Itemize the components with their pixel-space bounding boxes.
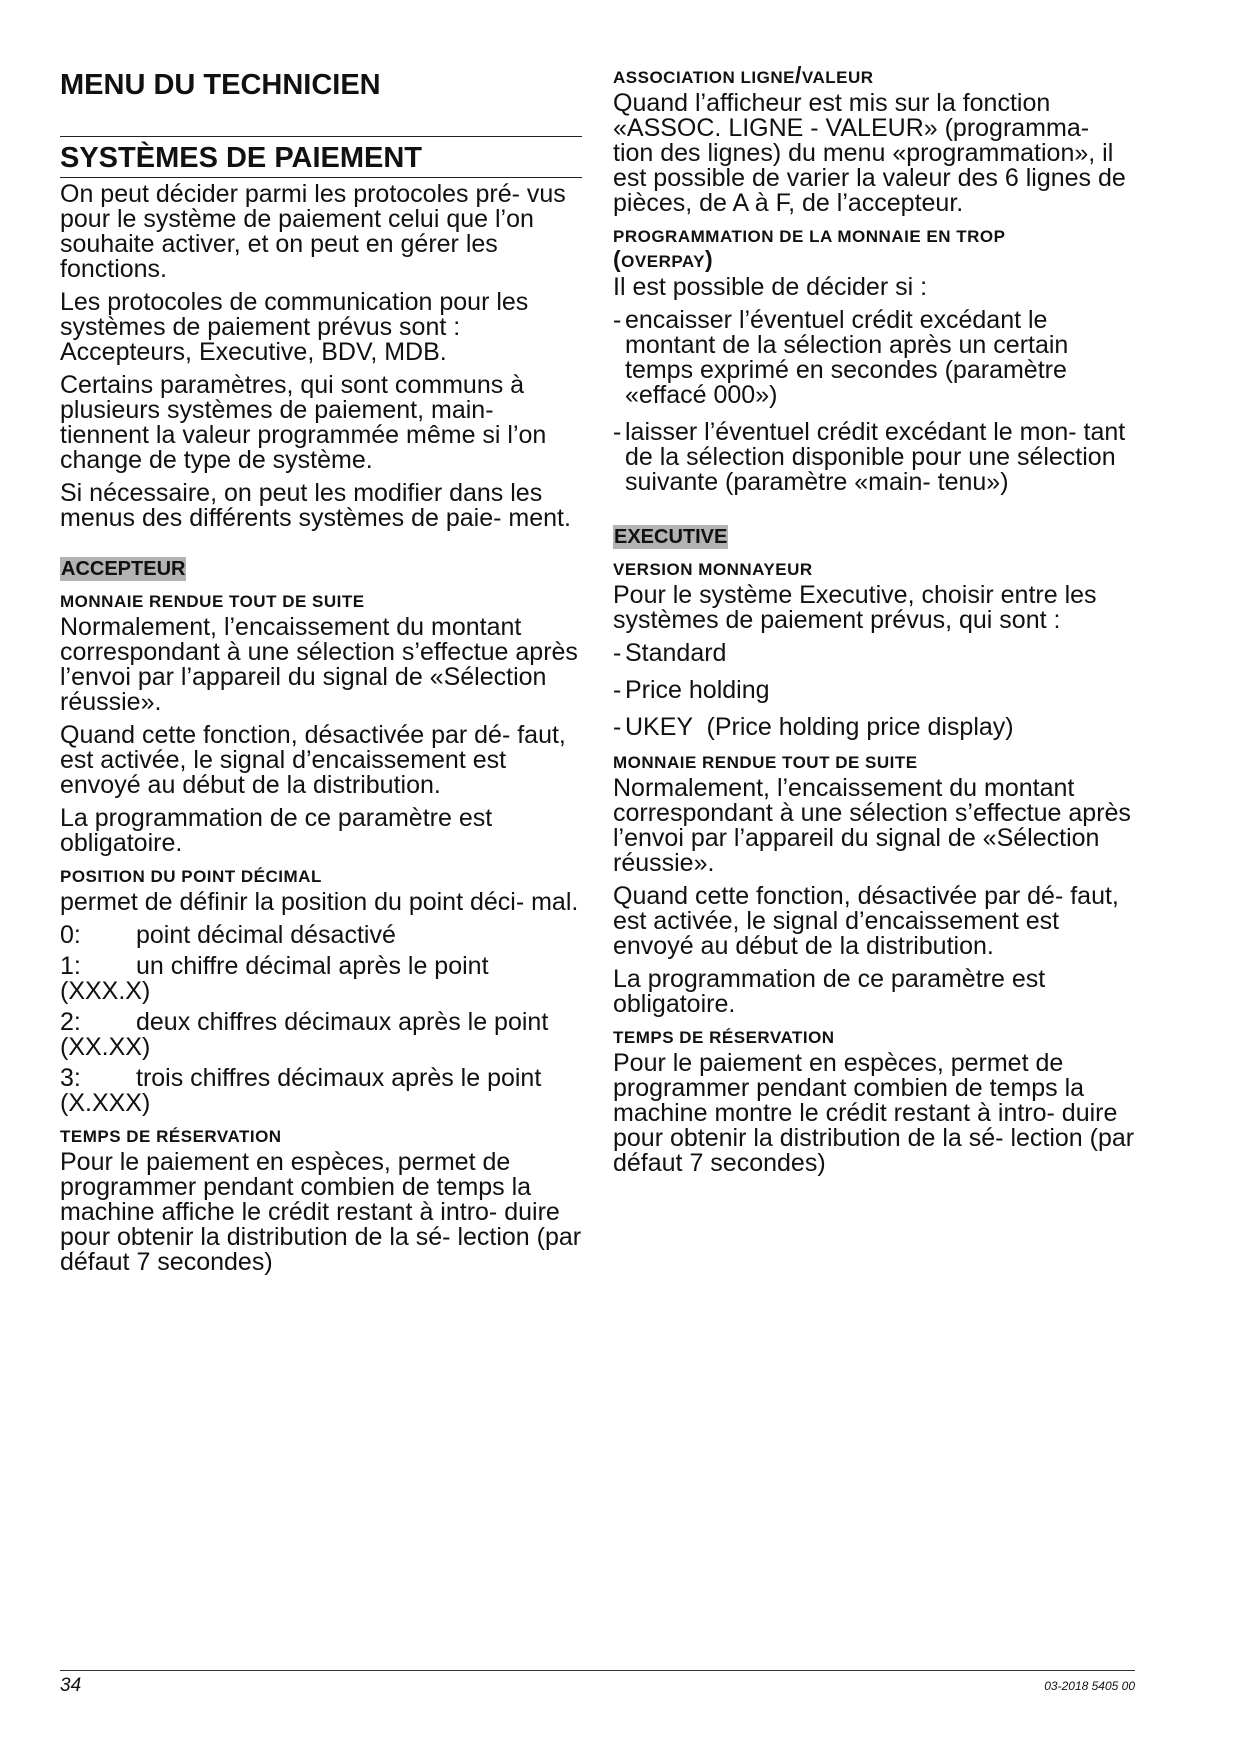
dash-bullet: - [613,306,622,334]
monnaie-rendue-heading: MONNAIE RENDUE TOUT DE SUITE [613,753,918,772]
option-text: un chiffre décimal après le point (XXX.X) [60,952,489,1005]
intro-paragraph: On peut décider parmi les protocoles pré- vus pour le système de paiement celui que l’on souhaite activer, et on peut en gérer les fonctions. [60,180,566,283]
page-number: 34 [60,1675,82,1696]
paragraph: Pour le système Executive, choisir entre les systèmes de paiement prévus, qui sont : [613,581,1097,634]
option-text: trois chiffres décimaux après le point (X.XXX) [60,1064,542,1117]
temps-reservation-heading: TEMPS DE RÉSERVATION [60,1127,282,1146]
option-item [60,1010,582,1060]
intro-paragraph: Certains paramètres, qui sont communs à plusieurs systèmes de paiement, main- tiennent la valeur programmée même si l’on change de type de système. [60,371,547,474]
option-item [60,1066,582,1116]
option-item [60,954,582,1004]
intro-paragraph: Les protocoles de communication pour les systèmes de paiement prévus sont : Accepteurs, Executive, BDV, MDB. [60,288,529,366]
accepteur-label: ACCEPTEUR [61,558,186,580]
left-column [60,64,582,1283]
list-item [613,678,1135,703]
paragraph: Pour le paiement en espèces, permet de programmer pendant combien de temps la machine montre le crédit restant à intro- duire pour obtenir la distribution de la sé- lection (par défaut 7 secondes) [613,1049,1135,1177]
intro-paragraph: Si nécessaire, on peut les modifier dans les menus des différents systèmes de paie- ment. [60,479,571,532]
monnaie-rendue-heading: MONNAIE RENDUE TOUT DE SUITE [60,592,365,611]
dash-bullet: - [613,639,622,667]
paragraph: Normalement, l’encaissement du montant correspondant à une sélection s’effectue après l’envoi par l’appareil du signal de «Sélection réussie». [60,613,578,716]
dash-bullet: - [613,676,622,704]
list-item-text: laisser l’éventuel crédit excédant le mon- tant de la sélection disponible pour une sélection suivante (paramètre «main- tenu») [625,418,1126,496]
list-item [613,308,1135,408]
association-heading-slash: / [794,62,802,88]
section-title: SYSTÈMES DE PAIEMENT [60,136,582,178]
option-number: 1: [60,952,81,980]
list-item-text: encaisser l’éventuel crédit excédant le montant de la sélection après un certain temps exprimé en secondes (paramètre «effacé 000») [625,306,1069,409]
option-text: deux chiffres décimaux après le point (XX.XX) [60,1008,549,1061]
list-item-text: Price holding [625,676,770,704]
list-item [613,641,1135,666]
paragraph: Quand cette fonction, désactivée par dé- faut, est activée, le signal d’encaissement est envoyé au début de la distribution. [60,721,566,799]
footer-divider [60,1670,1135,1671]
option-text: point décimal désactivé [136,921,396,949]
dash-bullet: - [613,418,622,446]
list-item-text: Standard [625,639,727,667]
dash-bullet: - [613,713,622,741]
overpay-close-paren: ) [704,246,714,272]
overpay-heading-part: OVERPAY [621,252,705,271]
paragraph: Normalement, l’encaissement du montant correspondant à une sélection s’effectue après l’envoi par l’appareil du signal de «Sélection réussie». [613,774,1131,877]
overpay-heading [613,226,1135,273]
page-title: MENU DU TECHNICIEN [60,69,381,101]
association-heading-part: VALEUR [801,68,874,87]
paragraph: permet de définir la position du point déci- mal. [60,888,579,916]
position-point-heading: POSITION DU POINT DÉCIMAL [60,867,322,886]
version-monnayeur-heading: VERSION MONNAYEUR [613,560,813,579]
option-number: 3: [60,1064,81,1092]
paragraph: Quand l’afficheur est mis sur la fonction «ASSOC. LIGNE - VALEUR» (programma- tion des lignes) du menu «programmation», il est possible de varier la valeur des 6 lignes de pièces, de A à F, de l’accepteur. [613,89,1126,217]
option-number: 0: [60,921,81,949]
document-code: 03-2018 5405 00 [1044,1679,1135,1693]
paragraph: Pour le paiement en espèces, permet de programmer pendant combien de temps la machine affiche le crédit restant à intro- duire pour obtenir la distribution de la sé- lection (par défaut 7 secondes) [60,1148,582,1276]
list-item [613,420,1135,495]
temps-reservation-heading: TEMPS DE RÉSERVATION [613,1028,835,1047]
right-column [613,64,1135,1184]
list-item-text: UKEY (Price holding price display) [625,713,1014,741]
association-heading [613,64,1135,89]
paragraph: Quand cette fonction, désactivée par dé- faut, est activée, le signal d’encaissement est envoyé au début de la distribution. [613,882,1119,960]
option-item [60,923,582,948]
paragraph: La programmation de ce paramètre est obligatoire. [60,804,493,857]
overpay-heading-part: PROGRAMMATION DE LA MONNAIE EN TROP [613,227,1006,246]
overpay-open-paren: ( [613,246,622,272]
list-item [613,715,1135,740]
paragraph: La programmation de ce paramètre est obligatoire. [613,965,1046,1018]
paragraph: Il est possible de décider si : [613,273,928,301]
executive-label: EXECUTIVE [614,526,728,548]
association-heading-part: ASSOCIATION LIGNE [613,68,795,87]
option-number: 2: [60,1008,81,1036]
